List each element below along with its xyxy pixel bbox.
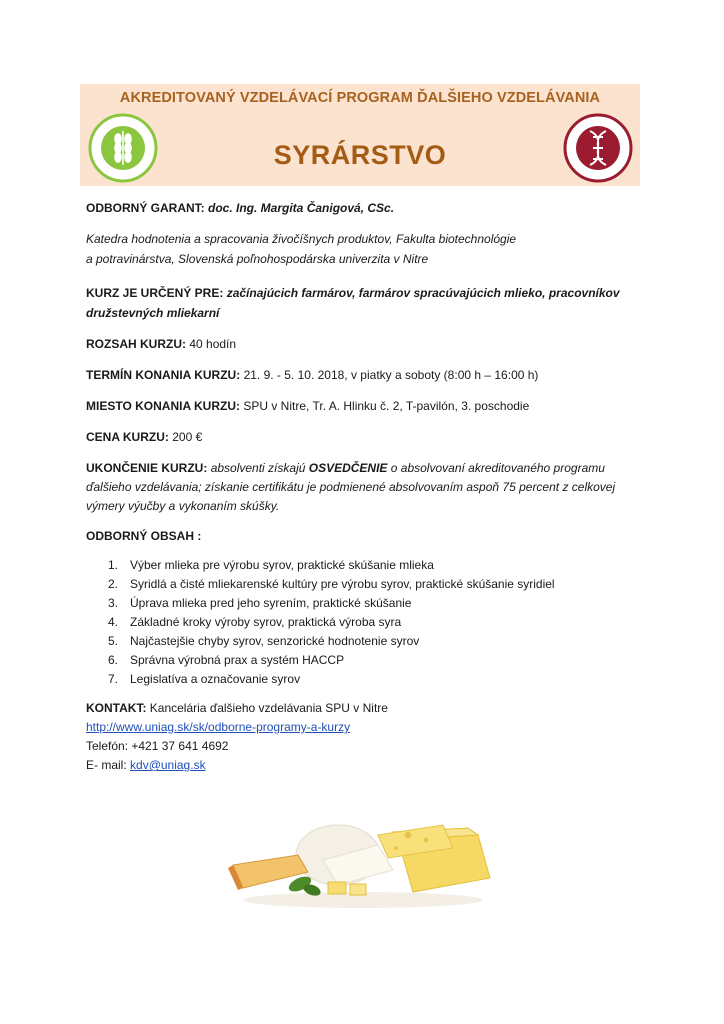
place-line: MIESTO KONANIA KURZU: SPU v Nitre, Tr. A. Hlinku č. 2, T-pavilón, 3. poschodie: [86, 399, 530, 413]
list-item-number: 2.: [108, 577, 119, 591]
list-item-text: Syridlá a čisté mliekarenské kultúry pre výrobu syrov, praktické skúšanie syridiel: [130, 577, 555, 591]
website-link[interactable]: http://www.uniag.sk/sk/odborne-programy-a-kurzy: [86, 720, 351, 734]
list-item: [108, 633, 628, 652]
list-item-text: Správna výrobná prax a systém HACCP: [130, 653, 345, 667]
program-list: [108, 557, 628, 690]
target-line-2: družstevných mliekarní: [86, 306, 220, 320]
department-line-2: a potravinárstva, Slovenská poľnohospodárska univerzita v Nitre: [86, 252, 429, 266]
list-item-number: 5.: [108, 634, 119, 648]
price-line: CENA KURZU: 200 €: [86, 430, 203, 444]
list-item-number: 7.: [108, 672, 119, 686]
list-item: [108, 652, 628, 671]
list-item: [108, 614, 628, 633]
completion-line-3: výmery výučby a vykonaním skúšky.: [86, 499, 280, 513]
email-line: E- mail: kdv@uniag.sk: [86, 758, 206, 772]
header-banner: [80, 84, 640, 186]
list-item-text: Úprava mlieka pred jeho syrením, praktické skúšanie: [130, 596, 412, 610]
phone-line: Telefón: +421 37 641 4692: [86, 739, 229, 753]
garant-line: ODBORNÝ GARANT: doc. Ing. Margita Čanigová, CSc.: [86, 201, 395, 215]
garant-name: doc. Ing. Margita Čanigová, CSc.: [208, 201, 395, 215]
spu-logo-icon: [88, 113, 158, 183]
completion-line-2: ďalšieho vzdelávania; získanie certifikátu je podmienené absolvovaním aspoň 75 percent z celkovej: [86, 480, 616, 494]
term-line: TERMÍN KONANIA KURZU: 21. 9. - 5. 10. 2018, v piatky a soboty (8:00 h – 16:00 h): [86, 368, 539, 382]
list-item-text: Základné kroky výroby syrov, praktická výroba syra: [130, 615, 402, 629]
page-title: SYRÁRSTVO: [273, 140, 447, 170]
contact-url-line: [86, 719, 646, 736]
list-item-number: 4.: [108, 615, 119, 629]
list-item: [108, 576, 628, 595]
list-item: [108, 671, 628, 690]
list-item-number: 1.: [108, 558, 119, 572]
list-item-number: 3.: [108, 596, 119, 610]
list-item-text: Výber mlieka pre výrobu syrov, praktické skúšanie mlieka: [130, 558, 434, 572]
contact-line: KONTAKT: Kancelária ďalšieho vzdelávania SPU v Nitre: [86, 701, 388, 715]
fbp-logo-icon: [563, 113, 633, 183]
completion-line-1: UKONČENIE KURZU: absolventi získajú OSVEDČENIE o absolvovaní akreditovaného programu: [86, 461, 605, 475]
email-link[interactable]: kdv@uniag.sk: [130, 758, 206, 772]
list-item: [108, 557, 628, 576]
cheese-illustration: [228, 800, 498, 910]
certificate-highlight: OSVEDČENIE: [308, 461, 388, 475]
content-heading: ODBORNÝ OBSAH :: [86, 529, 202, 543]
department-line-1: Katedra hodnotenia a spracovania živočíšnych produktov, Fakulta biotechnológie: [86, 232, 517, 246]
list-item-text: Legislatíva a označovanie syrov: [130, 672, 301, 686]
list-item-number: 6.: [108, 653, 119, 667]
target-line-1: KURZ JE URČENÝ PRE: začínajúcich farmárov, farmárov spracúvajúcich mlieko, pracovníkov: [86, 286, 620, 300]
list-item: [108, 595, 628, 614]
program-title: AKREDITOVANÝ VZDELÁVACÍ PROGRAM ĎALŠIEHO VZDELÁVANIA: [119, 90, 601, 106]
list-item-text: Najčastejšie chyby syrov, senzorické hodnotenie syrov: [130, 634, 420, 648]
scope-line: ROZSAH KURZU: 40 hodín: [86, 337, 237, 351]
